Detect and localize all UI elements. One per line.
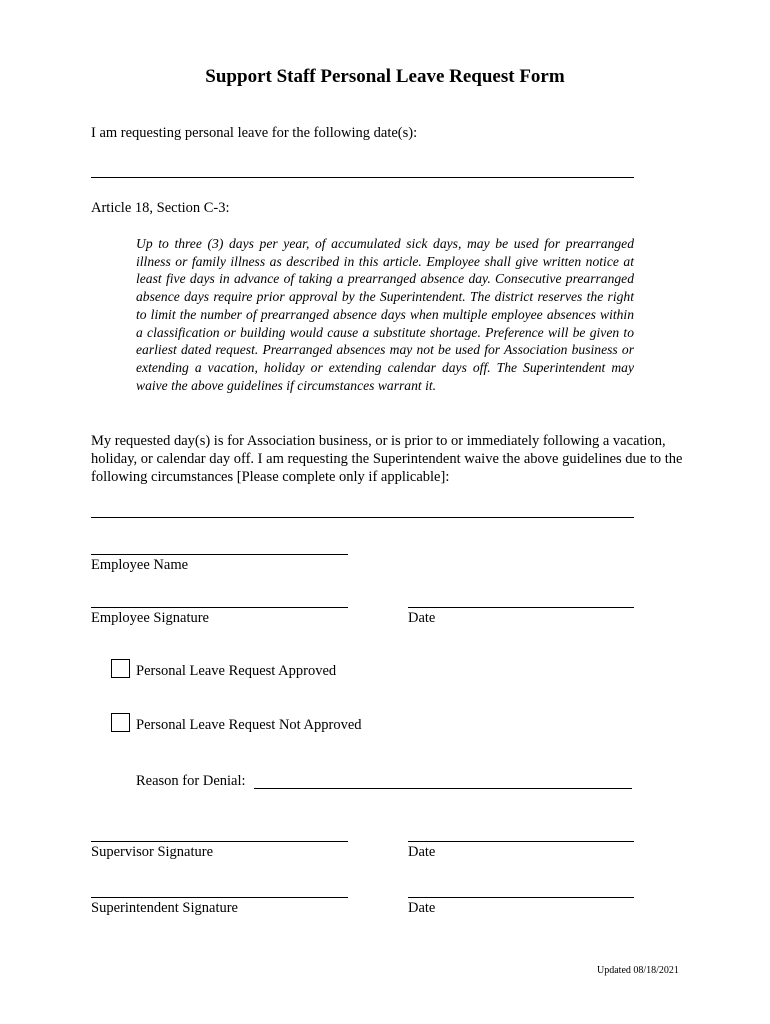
updated-note: Updated 08/18/2021 <box>597 965 679 976</box>
not-approved-checkbox[interactable] <box>111 713 130 732</box>
superintendent-date-line[interactable] <box>408 897 634 898</box>
employee-name-label: Employee Name <box>91 557 189 573</box>
approved-checkbox[interactable] <box>111 659 130 678</box>
employee-name-line[interactable] <box>91 554 348 555</box>
supervisor-date-label: Date <box>408 844 436 860</box>
denial-reason-label: Reason for Denial: <box>136 773 246 789</box>
request-dates-line[interactable] <box>91 177 634 178</box>
article-heading: Article 18, Section C-3: <box>91 200 230 216</box>
employee-signature-label: Employee Signature <box>91 610 209 626</box>
approved-label: Personal Leave Request Approved <box>136 663 337 679</box>
circumstances-line[interactable] <box>91 517 634 518</box>
request-dates-label: I am requesting personal leave for the following date(s): <box>91 125 418 141</box>
page-title: Support Staff Personal Leave Request Form <box>205 66 565 87</box>
employee-signature-line[interactable] <box>91 607 348 608</box>
article-text: Up to three (3) days per year, of accumulated sick days, may be used for prearranged illness or family illness as described in this article. Employee shall give written notice at least five days in advance of taking a prearranged absence day. Consecutive prearranged absence days require prior approval by the Superintendent. The district reserves the right to limit the number of prearranged absence days when multiple employee absences within a classification or building would cause a substitute shortage. Preference will be given to earliest dated request. Prearranged absences may not be used for Association business or extending a vacation, holiday or extending calendar days off. The Superintendent may waive the above guidelines if circumstances warrant it. <box>136 236 634 393</box>
employee-date-line[interactable] <box>408 607 634 608</box>
waiver-text: My requested day(s) is for Association business, or is prior to or immediately following a vacation, holiday, or calendar day off. I am requesting the Superintendent waive the above guidelines due to the following circumstances [Please complete only if applicable]: <box>91 433 683 485</box>
superintendent-signature-line[interactable] <box>91 897 348 898</box>
supervisor-signature-line[interactable] <box>91 841 348 842</box>
superintendent-signature-label: Superintendent Signature <box>91 900 238 916</box>
not-approved-label: Personal Leave Request Not Approved <box>136 717 362 733</box>
employee-date-label: Date <box>408 610 436 626</box>
supervisor-signature-label: Supervisor Signature <box>91 844 214 860</box>
supervisor-date-line[interactable] <box>408 841 634 842</box>
superintendent-date-label: Date <box>408 900 436 916</box>
denial-reason-line[interactable] <box>254 788 632 789</box>
